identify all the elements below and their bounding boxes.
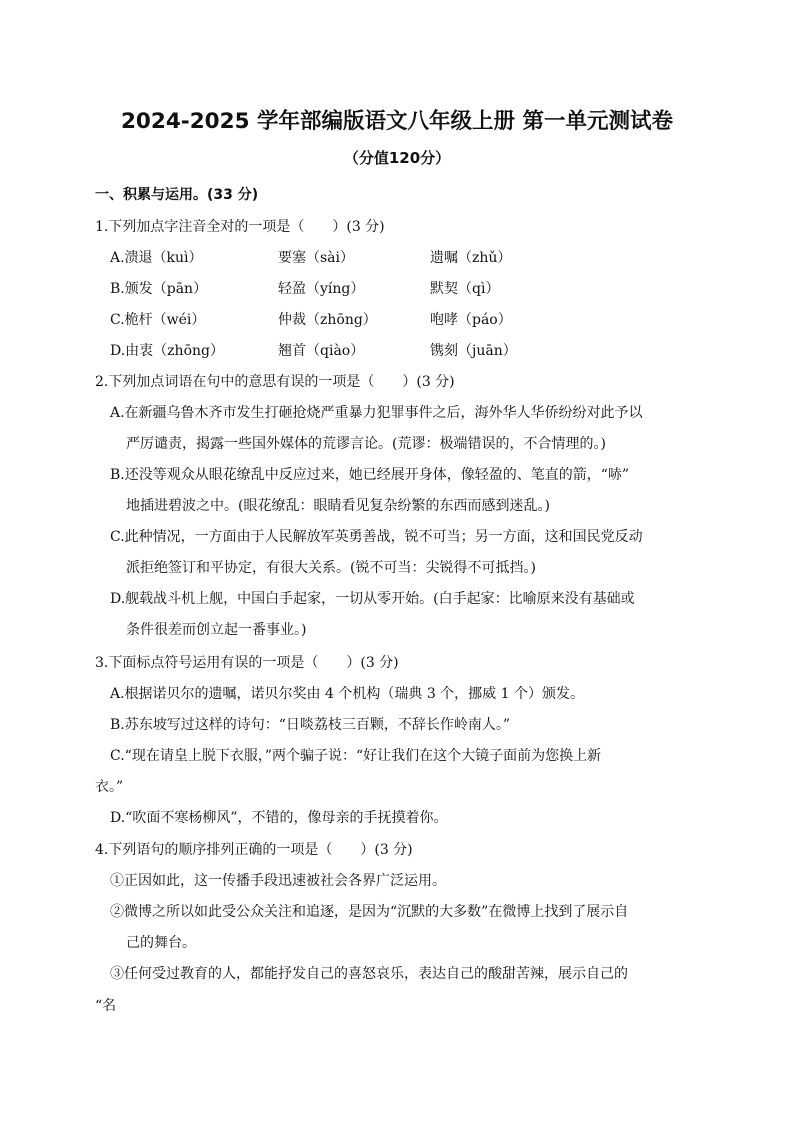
q3-option-b: B.苏东坡写过这样的诗句：“日啖荔枝三百颗，不辞长作岭南人。” [110,717,511,733]
q2-option-c-line2: 派拒绝签订和平协定，有很大关系。(锐不可当：尖锐得不可抵挡。) [126,560,536,576]
q1-option-d: D.由衷（zhōng） [110,343,224,359]
q1-option-a-word2: 要塞（sài） [278,250,355,266]
q1-option-c-word3: 咆哮（páo） [430,312,512,328]
exam-title: 2024-2025 学年部编版语文八年级上册 第一单元测试卷 [120,109,674,134]
q1-option-d-word3: 镌刻（juān） [430,343,517,359]
q4-sentence-1: ①正因如此，这一传播手段迅速被社会各界广泛运用。 [110,873,446,889]
q1-option-b: B.颁发（pān） [110,281,208,297]
q2-option-d-line1: D.舰载战斗机上舰，中国白手起家，一切从零开始。(白手起家：比喻原来没有基础或 [110,591,635,607]
q3-option-a: A.根据诺贝尔的遗嘱，诺贝尔奖由 4 个机构（瑞典 3 个，挪威 1 个）颁发。 [110,686,584,702]
question-2-stem: 2.下列加点词语在句中的意思有误的一项是（ ）(3 分) [95,374,455,390]
section-heading: 一、积累与运用。(33 分) [95,187,259,203]
q1-option-b-word2: 轻盈（yíng） [278,281,365,297]
question-3-stem: 3.下面标点符号运用有误的一项是（ ）(3 分) [95,655,399,671]
q4-sentence-2-line2: 己的舞台。 [126,935,196,951]
question-1-stem: 1.下列加点字注音全对的一项是（ ）(3 分) [95,219,385,235]
q1-option-d-word2: 翘首（qiào） [278,343,365,359]
q1-option-c-word2: 仲裁（zhōng） [278,312,377,328]
q3-option-c-line1: C.“现在请皇上脱下衣服，”两个骗子说：“好让我们在这个大镜子面前为您换上新 [110,748,602,764]
q2-option-d-line2: 条件很差而创立起一番事业。) [126,622,307,638]
q1-option-a-word3: 遗嘱（zhǔ） [430,250,512,266]
q2-option-b-line2: 地插进碧波之中。(眼花缭乱：眼睛看见复杂纷繁的东西而感到迷乱。) [126,498,550,514]
question-4-stem: 4.下列语句的顺序排列正确的一项是（ ）(3 分) [95,842,413,858]
q3-option-d: D.“吹面不寒杨柳风”，不错的，像母亲的手抚摸着你。 [110,810,448,826]
exam-score-note: （分值120分） [343,149,451,167]
q2-option-a-line2: 严厉谴责，揭露一些国外媒体的荒谬言论。(荒谬：极端错误的，不合情理的。) [126,436,606,452]
q4-sentence-3-line1: ③任何受过教育的人，都能抒发自己的喜怒哀乐，表达自己的酸甜苦辣，展示自己的 [110,966,628,982]
q1-option-b-word3: 默契（qì） [430,281,500,297]
q3-option-c-line2: 衣。” [95,779,124,795]
q1-option-c: C.桅杆（wéi） [110,312,206,328]
q2-option-c-line1: C.此种情况，一方面由于人民解放军英勇善战，锐不可当；另一方面，这和国民党反动 [110,529,643,545]
q4-sentence-3-line2: “名 [95,998,117,1014]
q2-option-a-line1: A.在新疆乌鲁木齐市发生打砸抢烧严重暴力犯罪事件之后，海外华人华侨纷纷对此予以 [110,405,643,421]
q1-option-a: A.溃退（kuì） [110,250,203,266]
q4-sentence-2-line1: ②微博之所以如此受公众关注和追逐，是因为“沉默的大多数”在微博上找到了展示自 [110,904,629,920]
q2-option-b-line1: B.还没等观众从眼花缭乱中反应过来，她已经展开身体，像轻盈的、笔直的箭，“哧” [110,467,630,483]
